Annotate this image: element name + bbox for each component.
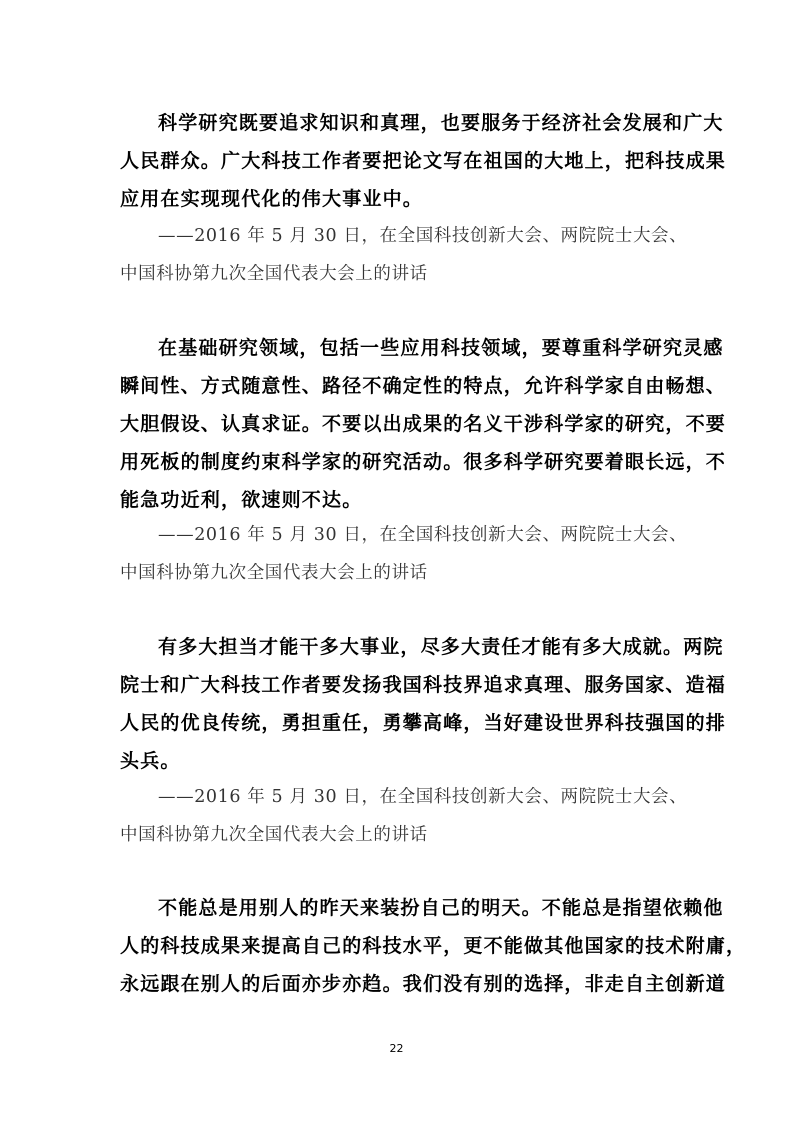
quote-4-line-1: 不能总是用别人的昨天来装扮自己的明天。不能总是指望依赖他: [158, 897, 724, 919]
quote-1-line-2: 人民群众。广大科技工作者要把论文写在祖国的大地上，把科技成果: [120, 150, 727, 172]
quote-1-line-1: 科学研究既要追求知识和真理，也要服务于经济社会发展和广大: [158, 112, 724, 134]
quote-1-source-line-2: 中国科协第九次全国代表大会上的讲话: [120, 264, 428, 284]
quote-3-line-3: 人民的优良传统，勇担重任，勇攀高峰，当好建设世界科技强国的排: [120, 712, 727, 734]
quote-3-line-1: 有多大担当才能干多大事业，尽多大责任才能有多大成就。两院: [158, 636, 724, 658]
quote-2-line-3: 大胆假设、认真求证。不要以出成果的名义干涉科学家的研究，不要: [120, 413, 727, 435]
quote-4-line-2: 人的科技成果来提高自己的科技水平，更不能做其他国家的技术附庸，: [120, 935, 747, 957]
quote-1-source-line-1: ——2016 年 5 月 30 日，在全国科技创新大会、两院院士大会、: [158, 226, 688, 246]
quote-3-line-4: 头兵。: [120, 750, 181, 772]
quote-3-source-line-2: 中国科协第九次全国代表大会上的讲话: [120, 825, 428, 845]
page-number: 22: [389, 1042, 404, 1055]
quote-3-source-line-1: ——2016 年 5 月 30 日，在全国科技创新大会、两院院士大会、: [158, 787, 688, 807]
quote-2-line-5: 能急功近利，欲速则不达。: [120, 489, 363, 511]
quote-2-line-4: 用死板的制度约束科学家的研究活动。很多科学研究要着眼长远，不: [120, 451, 727, 473]
quote-4-line-3: 永远跟在别人的后面亦步亦趋。我们没有别的选择，非走自主创新道: [120, 973, 727, 995]
quote-2-source-line-2: 中国科协第九次全国代表大会上的讲话: [120, 563, 428, 583]
quote-2-line-1: 在基础研究领域，包括一些应用科技领域，要尊重科学研究灵感: [158, 337, 724, 359]
quote-2-line-2: 瞬间性、方式随意性、路径不确定性的特点，允许科学家自由畅想、: [120, 375, 727, 397]
quote-2-source-line-1: ——2016 年 5 月 30 日，在全国科技创新大会、两院院士大会、: [158, 525, 688, 545]
quote-3-line-2: 院士和广大科技工作者要发扬我国科技界追求真理、服务国家、造福: [120, 674, 727, 696]
quote-1-line-3: 应用在实现现代化的伟大事业中。: [120, 188, 424, 210]
